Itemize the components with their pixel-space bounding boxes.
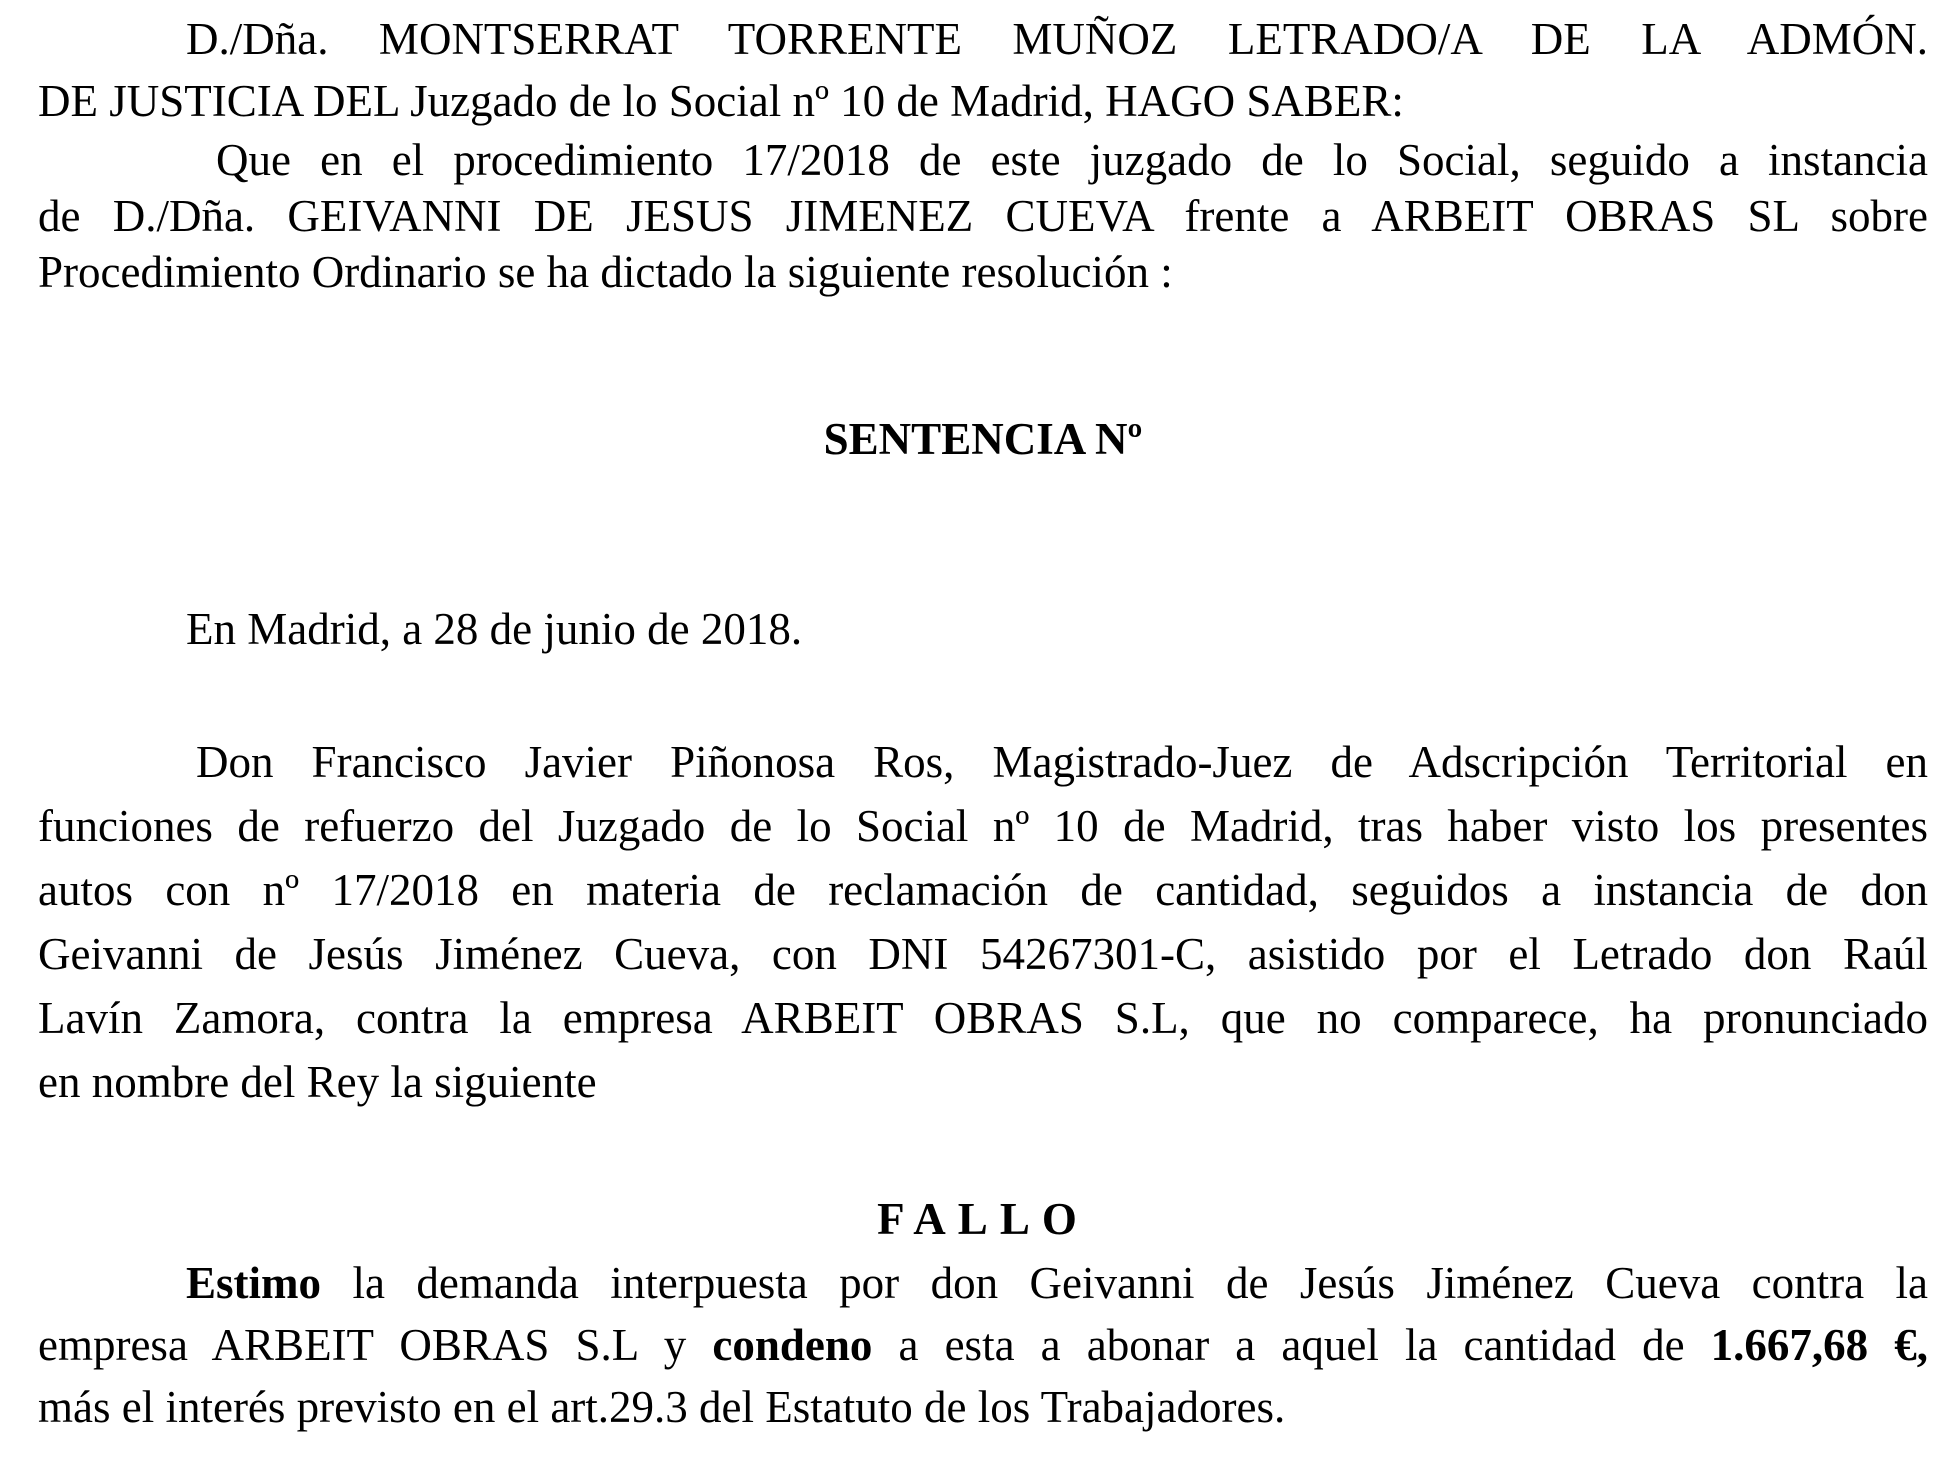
judge-paragraph: [38, 730, 1928, 1114]
fallo-line-1: [38, 1252, 1928, 1314]
intro-line-3: Procedimiento Ordinario se ha dictado la siguiente resolución :: [38, 247, 1173, 297]
sentencia-title: SENTENCIA Nº: [823, 414, 1143, 464]
date-line: En Madrid, a 28 de junio de 2018.: [186, 604, 803, 654]
judge-line-2: funciones de refuerzo del Juzgado de lo Social nº 10 de Madrid, tras haber visto los presentes: [38, 801, 1928, 851]
header-line-1: D./Dña. MONTSERRAT TORRENTE MUÑOZ LETRADO/A DE LA ADMÓN.: [186, 14, 1928, 64]
judge-line-3: autos con nº 17/2018 en materia de reclamación de cantidad, seguidos a instancia de don: [38, 865, 1928, 915]
intro-paragraph: [38, 132, 1928, 300]
fallo-line-2-start: empresa ARBEIT OBRAS S.L y: [38, 1320, 687, 1370]
fallo-paragraph: [38, 1252, 1928, 1438]
fallo-title: FALLO: [877, 1194, 1089, 1244]
judge-line-6: en nombre del Rey la siguiente: [38, 1057, 597, 1107]
fallo-condeno: condeno: [712, 1320, 873, 1370]
header-line-2: DE JUSTICIA DEL Juzgado de lo Social nº 10 de Madrid, HAGO SABER:: [38, 76, 1404, 126]
judge-line-5: Lavín Zamora, contra la empresa ARBEIT OBRAS S.L, que no comparece, ha pronunciado: [38, 993, 1928, 1043]
judge-line-4: Geivanni de Jesús Jiménez Cueva, con DNI 54267301-C, asistido por el Letrado don Raúl: [38, 929, 1928, 979]
fallo-line-3: más el interés previsto en el art.29.3 del Estatuto de los Trabajadores.: [38, 1382, 1286, 1432]
fallo-estimo: Estimo: [186, 1258, 321, 1308]
fallo-line-1-rest: la demanda interpuesta por don Geivanni de Jesús Jiménez Cueva contra la: [352, 1258, 1929, 1308]
fallo-line-2-mid: a esta a abonar a aquel la cantidad de: [898, 1320, 1685, 1370]
intro-line-2: de D./Dña. GEIVANNI DE JESUS JIMENEZ CUEVA frente a ARBEIT OBRAS SL sobre: [38, 191, 1928, 241]
fallo-amount: 1.667,68 €,: [1710, 1320, 1929, 1370]
header-block: [38, 8, 1928, 132]
fallo-line-2: [38, 1314, 1928, 1376]
intro-line-1: Que en el procedimiento 17/2018 de este juzgado de lo Social, seguido a instancia: [216, 135, 1928, 185]
judge-line-1: Don Francisco Javier Piñonosa Ros, Magistrado-Juez de Adscripción Territorial en: [196, 737, 1928, 787]
